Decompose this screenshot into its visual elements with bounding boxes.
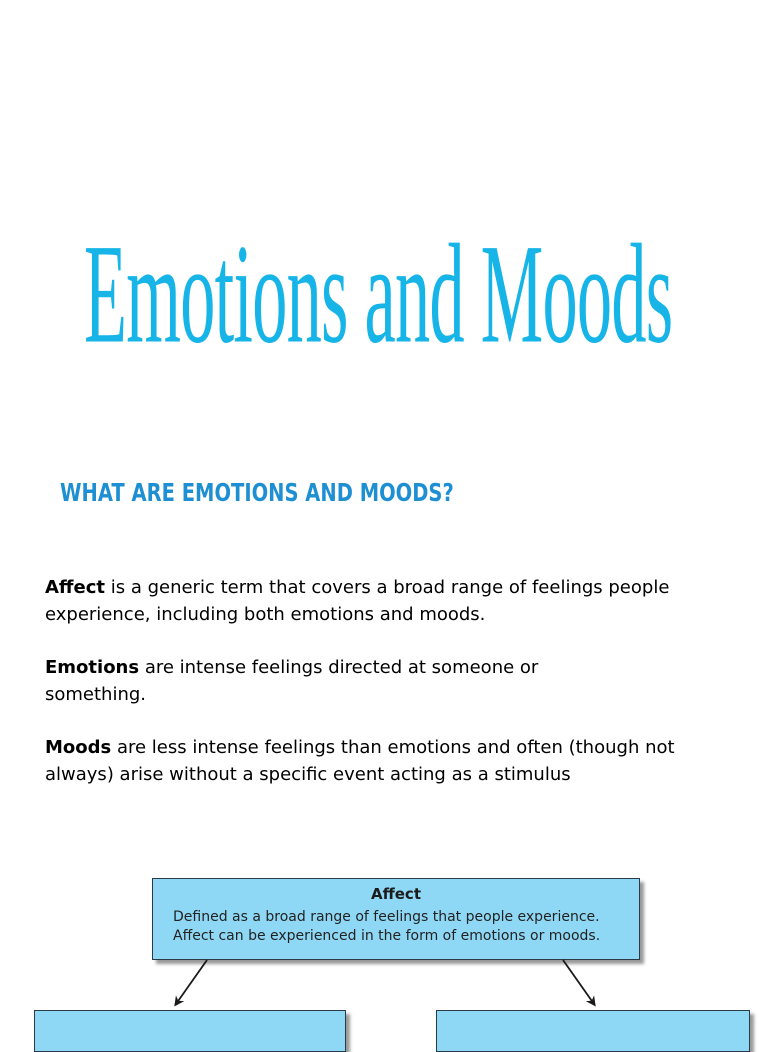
definition-affect: [45, 574, 745, 628]
page-title: Emotions and Moods: [84, 214, 673, 373]
affect-box-line: Affect can be experienced in the form of emotions or moods.: [173, 928, 601, 944]
definition-term: Affect: [45, 577, 105, 598]
arrow-to-emotions: [176, 960, 207, 1004]
definition-text: is a generic term that covers a broad range of feelings people experience, including both emotions and moods.: [45, 577, 670, 625]
affect-diagram: [0, 870, 768, 1024]
diagram-arrows: [0, 870, 768, 1024]
definition-emotions: [45, 654, 545, 708]
affect-box-title: Affect: [371, 885, 421, 903]
definition-text: are intense feelings directed at someone or something.: [45, 657, 539, 705]
moods-box: [436, 1010, 750, 1052]
definitions-block: [45, 574, 745, 814]
definition-moods: [45, 734, 745, 788]
arrow-to-moods: [563, 960, 594, 1004]
definition-text: are less intense feelings than emotions and often (though not always) arise without a specific event acting as a stimulus: [45, 737, 675, 785]
affect-box-line: Defined as a broad range of feelings that people experience.: [173, 909, 600, 925]
definition-term: Moods: [45, 737, 112, 758]
section-heading: WHAT ARE EMOTIONS AND MOODS?: [60, 478, 454, 507]
definition-term: Emotions: [45, 657, 140, 678]
emotions-box: [34, 1010, 346, 1052]
